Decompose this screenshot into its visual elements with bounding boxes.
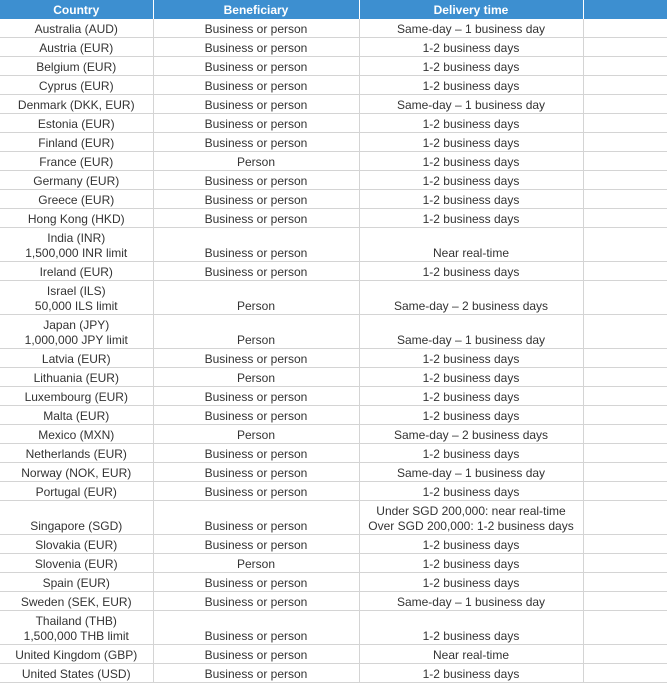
delivery-time-line: 1-2 business days [422,117,520,131]
delivery-time-cell [359,482,583,501]
delivery-time-line: 1-2 business days [422,371,520,385]
beneficiary-cell: Person [153,315,359,349]
table-row [0,425,667,444]
beneficiary-cell: Business or person [153,463,359,482]
beneficiary-cell: Business or person [153,262,359,281]
delivery-time-line: 1-2 business days [422,79,520,93]
delivery-time-line: Same-day – 1 business day [396,333,546,347]
country-cell [0,171,153,190]
delivery-time-cell [359,664,583,683]
empty-cell [583,38,667,57]
delivery-time-cell [359,406,583,425]
table-row [0,190,667,209]
table-row [0,554,667,573]
beneficiary-cell: Business or person [153,406,359,425]
country-cell [0,482,153,501]
country-limit: 50,000 ILS limit [34,299,118,313]
country-name: Thailand (THB) [35,614,117,628]
country-name: Belgium (EUR) [36,60,117,74]
country-cell [0,463,153,482]
empty-cell [583,76,667,95]
delivery-time-cell [359,281,583,315]
empty-cell [583,262,667,281]
beneficiary-cell: Business or person [153,387,359,406]
beneficiary-cell: Business or person [153,535,359,554]
delivery-time-cell [359,76,583,95]
delivery-time-line: 1-2 business days [422,352,520,366]
delivery-time-cell [359,57,583,76]
empty-cell [583,315,667,349]
delivery-time-line: 1-2 business days [422,265,520,279]
table-row [0,573,667,592]
country-cell [0,114,153,133]
empty-cell [583,281,667,315]
delivery-time-cell [359,554,583,573]
empty-cell [583,133,667,152]
country-cell [0,19,153,38]
delivery-time-cell [359,387,583,406]
delivery-time-line: 1-2 business days [422,60,520,74]
column-header-empty [583,0,667,19]
delivery-time-line: 1-2 business days [422,155,520,169]
delivery-time-line: 1-2 business days [422,390,520,404]
country-name: Mexico (MXN) [38,428,115,442]
delivery-time-line: 1-2 business days [422,557,520,571]
empty-cell [583,114,667,133]
table-row [0,444,667,463]
table-row [0,209,667,228]
country-name: Estonia (EUR) [37,117,115,131]
delivery-time-line: Same-day – 1 business day [396,595,546,609]
table-row [0,645,667,664]
country-cell [0,554,153,573]
empty-cell [583,535,667,554]
empty-cell [583,611,667,645]
delivery-time-cell [359,463,583,482]
empty-cell [583,664,667,683]
delivery-time-line: 1-2 business days [422,485,520,499]
delivery-time-cell [359,425,583,444]
delivery-time-cell [359,19,583,38]
delivery-time-line: 1-2 business days [422,667,520,681]
country-name: Israel (ILS) [46,284,106,298]
beneficiary-cell: Person [153,152,359,171]
country-cell [0,133,153,152]
beneficiary-cell: Business or person [153,114,359,133]
country-name: Hong Kong (HKD) [27,212,125,226]
header-row [0,0,667,19]
table-row [0,406,667,425]
table-row [0,535,667,554]
beneficiary-cell: Person [153,425,359,444]
delivery-time-cell [359,262,583,281]
beneficiary-cell: Person [153,368,359,387]
beneficiary-cell: Business or person [153,349,359,368]
table-body [0,19,667,683]
delivery-time-line: Same-day – 2 business days [393,299,549,313]
table-row [0,592,667,611]
beneficiary-cell: Business or person [153,133,359,152]
beneficiary-cell: Business or person [153,501,359,535]
empty-cell [583,463,667,482]
beneficiary-cell: Business or person [153,95,359,114]
empty-cell [583,19,667,38]
empty-cell [583,209,667,228]
country-limit: 1,500,000 THB limit [23,629,129,643]
delivery-time-line: 1-2 business days [422,136,520,150]
country-cell [0,209,153,228]
beneficiary-cell: Business or person [153,19,359,38]
delivery-time-line: Same-day – 1 business day [396,466,546,480]
delivery-time-line: 1-2 business days [422,174,520,188]
country-cell [0,387,153,406]
country-name: Lithuania (EUR) [33,371,119,385]
beneficiary-cell: Business or person [153,171,359,190]
country-name: Sweden (SEK, EUR) [20,595,132,609]
beneficiary-cell: Business or person [153,38,359,57]
empty-cell [583,190,667,209]
country-name: Slovakia (EUR) [35,538,118,552]
country-cell [0,315,153,349]
delivery-time-line: 1-2 business days [422,538,520,552]
delivery-time-line: Same-day – 1 business day [396,98,546,112]
country-name: Norway (NOK, EUR) [21,466,132,480]
delivery-time-cell [359,95,583,114]
country-name: Austria (EUR) [39,41,114,55]
table-row [0,262,667,281]
delivery-time-cell [359,133,583,152]
country-name: Germany (EUR) [33,174,120,188]
table-row [0,76,667,95]
delivery-time-cell [359,592,583,611]
column-header-beneficiary: Beneficiary [153,0,359,19]
beneficiary-cell: Business or person [153,592,359,611]
beneficiary-cell: Business or person [153,190,359,209]
table-row [0,482,667,501]
country-cell [0,425,153,444]
delivery-time-cell [359,209,583,228]
beneficiary-cell: Business or person [153,611,359,645]
column-header-country: Country [0,0,153,19]
country-name: Denmark (DKK, EUR) [17,98,135,112]
table-row [0,315,667,349]
empty-cell [583,573,667,592]
beneficiary-cell: Business or person [153,57,359,76]
country-cell [0,57,153,76]
empty-cell [583,444,667,463]
empty-cell [583,425,667,444]
table-row [0,228,667,262]
delivery-time-cell [359,501,583,535]
empty-cell [583,645,667,664]
table-header [0,0,667,19]
country-name: Spain (EUR) [42,576,110,590]
country-cell [0,406,153,425]
country-name: Singapore (SGD) [30,519,123,533]
country-name: Greece (EUR) [38,193,115,207]
table-row [0,611,667,645]
beneficiary-cell: Business or person [153,444,359,463]
country-name: Ireland (EUR) [39,265,113,279]
beneficiary-cell: Person [153,554,359,573]
country-name: Australia (AUD) [34,22,118,36]
delivery-time-cell [359,645,583,664]
country-cell [0,38,153,57]
empty-cell [583,228,667,262]
beneficiary-cell: Business or person [153,209,359,228]
country-name: United Kingdom (GBP) [15,648,138,662]
country-cell [0,645,153,664]
country-cell [0,535,153,554]
delivery-time-line: Near real-time [432,246,510,260]
empty-cell [583,406,667,425]
country-name: France (EUR) [39,155,114,169]
delivery-time-line: 1-2 business days [422,629,520,643]
empty-cell [583,592,667,611]
delivery-time-line: 1-2 business days [422,193,520,207]
country-cell [0,349,153,368]
country-cell [0,573,153,592]
delivery-time-line: Near real-time [432,648,510,662]
table-row [0,387,667,406]
country-cell [0,592,153,611]
beneficiary-cell: Business or person [153,76,359,95]
delivery-time-cell [359,152,583,171]
delivery-time-line: 1-2 business days [422,576,520,590]
empty-cell [583,387,667,406]
country-cell [0,228,153,262]
country-cell [0,76,153,95]
delivery-time-cell [359,38,583,57]
table-row [0,171,667,190]
country-name: Portugal (EUR) [35,485,117,499]
delivery-time-cell [359,349,583,368]
country-cell [0,444,153,463]
empty-cell [583,554,667,573]
table-row [0,95,667,114]
country-cell [0,152,153,171]
country-cell [0,190,153,209]
delivery-time-line: 1-2 business days [422,447,520,461]
country-name: India (INR) [47,231,106,245]
empty-cell [583,482,667,501]
country-name: Finland (EUR) [38,136,115,150]
empty-cell [583,57,667,76]
table-row [0,152,667,171]
country-cell [0,664,153,683]
column-header-delivery-time: Delivery time [359,0,583,19]
country-name: Malta (EUR) [43,409,110,423]
country-cell [0,368,153,387]
country-cell [0,281,153,315]
beneficiary-cell: Business or person [153,573,359,592]
empty-cell [583,152,667,171]
empty-cell [583,368,667,387]
country-limit: 1,000,000 JPY limit [24,333,128,347]
beneficiary-cell: Person [153,281,359,315]
country-name: United States (USD) [21,667,131,681]
empty-cell [583,501,667,535]
delivery-time-line: 1-2 business days [422,409,520,423]
country-name: Slovenia (EUR) [34,557,118,571]
table-row [0,38,667,57]
empty-cell [583,95,667,114]
delivery-time-cell [359,611,583,645]
country-cell [0,501,153,535]
beneficiary-cell: Business or person [153,228,359,262]
empty-cell [583,349,667,368]
delivery-time-line: Same-day – 1 business day [396,22,546,36]
country-cell [0,95,153,114]
delivery-time-cell [359,228,583,262]
country-cell [0,611,153,645]
beneficiary-cell: Business or person [153,664,359,683]
table-row [0,368,667,387]
delivery-time-cell [359,315,583,349]
delivery-time-cell [359,368,583,387]
beneficiary-cell: Business or person [153,645,359,664]
delivery-time-cell [359,535,583,554]
delivery-time-line: Same-day – 2 business days [393,428,549,442]
delivery-time-cell [359,190,583,209]
delivery-time-line: 1-2 business days [422,212,520,226]
table-row [0,664,667,683]
country-name: Latvia (EUR) [41,352,111,366]
delivery-time-cell [359,444,583,463]
delivery-time-line: Under SGD 200,000: near real-time [376,504,566,518]
table-row [0,349,667,368]
table-row [0,19,667,38]
country-name: Cyprus (EUR) [38,79,114,93]
table-row [0,57,667,76]
table-row [0,133,667,152]
country-name: Japan (JPY) [43,318,110,332]
delivery-time-cell [359,114,583,133]
empty-cell [583,171,667,190]
country-name: Luxembourg (EUR) [24,390,128,404]
beneficiary-cell: Business or person [153,482,359,501]
delivery-time-line: 1-2 business days [422,41,520,55]
country-cell [0,262,153,281]
country-name: Netherlands (EUR) [25,447,127,461]
table-row [0,463,667,482]
table-row [0,501,667,535]
table-row [0,281,667,315]
table-row [0,114,667,133]
delivery-time-cell [359,573,583,592]
delivery-time-cell [359,171,583,190]
delivery-time-line: Over SGD 200,000: 1-2 business days [368,519,574,533]
country-limit: 1,500,000 INR limit [25,246,128,260]
